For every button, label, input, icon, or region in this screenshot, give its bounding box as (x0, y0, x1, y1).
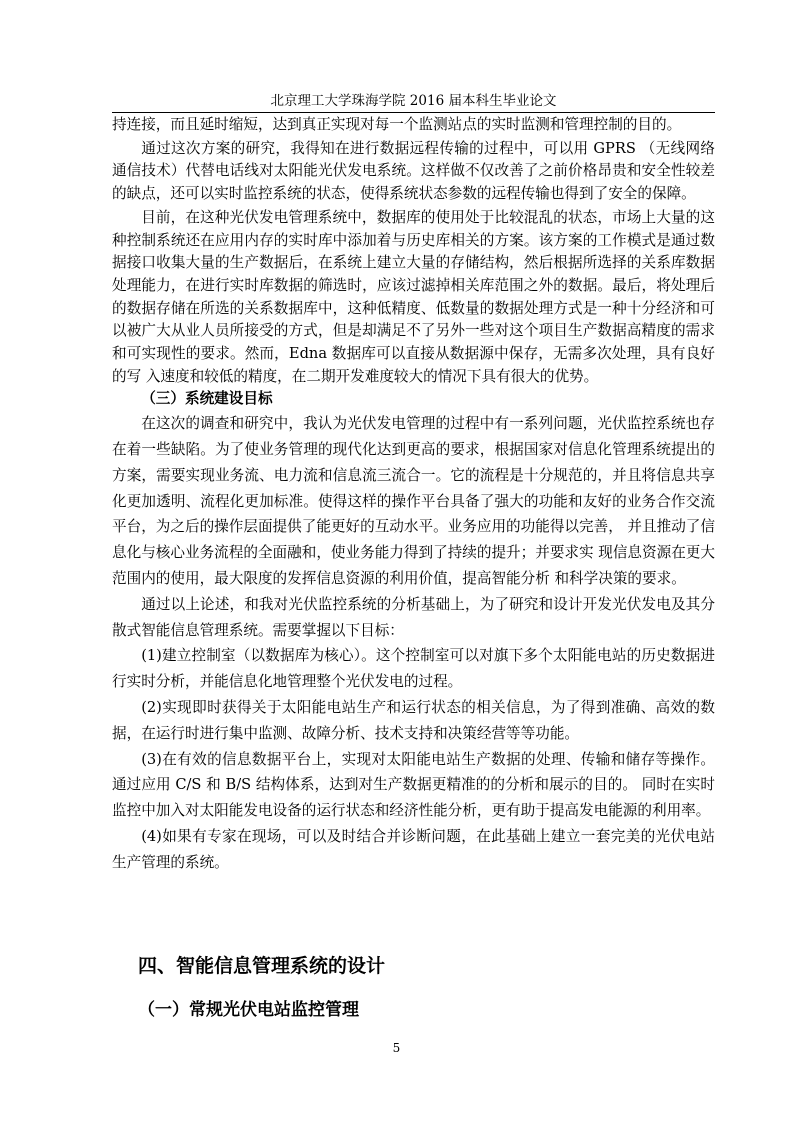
goal-item-3: (3)在有效的信息数据平台上，实现对太阳能电站生产数据的处理、传输和储存等操作。通过应用 C/S 和 B/S 结构体系，达到对生产数据更精准的的分析和展示的目的。 同时在实时监控中加入对太阳能发电设备的运行状态和经济性能分析，更有助于提高发电能源的利用率。 (112, 750, 715, 820)
body-text (112, 114, 715, 875)
section-heading: 四、智能信息管理系统的设计 (138, 955, 386, 977)
paragraph-investigation: 在这次的调查和研究中，我认为光伏发电管理的过程中有一系列问题，光伏监控系统也存在着一些缺陷。为了使业务管理的现代化达到更高的要求，根据国家对信息化管理系统提出的方案，需要实现业务流、电力流和信息流三流合一。它的流程是十分规范的，并且将信息共享化更加透明、流程化更加标准。使得这样的操作平台具备了强大的功能和友好的业务合作交流平台，为之后的操作层面提供了能更好的互动水平。业务应用的功能得以完善， 并且推动了信息化与核心业务流程的全面融和，使业务能力得到了持续的提升；并要求实 现信息资源在更大范围内的使用，最大限度的发挥信息资源的利用价值，提高智能分析 和科学决策的要求。 (112, 415, 715, 587)
header-divider (112, 112, 715, 113)
subheading-goals: （三）系统建设目标 (141, 390, 273, 408)
running-header: 北京理工大学珠海学院 2016 届本科生毕业论文 (270, 93, 557, 109)
goal-item-1: (1)建立控制室（以数据库为核心）。这个控制室可以对旗下多个太阳能电站的历史数据进行实时分析，并能信息化地管理整个光伏发电的过程。 (112, 647, 715, 691)
paragraph-summary: 通过以上论述，和我对光伏监控系统的分析基础上，为了研究和设计开发光伏发电及其分散式智能信息管理系统。需要掌握以下目标： (112, 595, 715, 639)
paragraph-gprs: 通过这次方案的研究，我得知在进行数据远程传输的过程中，可以用 GPRS （无线网络通信技术）代替电话线对太阳能光伏发电系统。这样做不仅改善了之前价格昂贵和安全性较差的缺点，还可以实时监控系统的状态，使得系统状态参数的远程传输也得到了安全的保障。 (112, 139, 715, 203)
goal-item-4: (4)如果有专家在现场，可以及时结合并诊断问题，在此基础上建立一套完美的光伏电站生产管理的系统。 (112, 827, 715, 871)
goal-item-2: (2)实现即时获得关于太阳能电站生产和运行状态的相关信息，为了得到准确、高效的数据，在运行时进行集中监测、故障分析、技术支持和决策经营等等功能。 (112, 698, 715, 742)
subsection-heading: （一）常规光伏电站监控管理 (138, 1000, 359, 1020)
page-number: 5 (392, 1041, 401, 1055)
paragraph-continued: 持连接，而且延时缩短，达到真正实现对每一个监测站点的实时监测和管理控制的目的。 (112, 116, 682, 133)
paragraph-database: 目前，在这种光伏发电管理系统中，数据库的使用处于比较混乱的状态，市场上大量的这种控制系统还在应用内存的实时库中添加着与历史库相关的方案。该方案的工作模式是通过数据接口收集大量的生产数据后，在系统上建立大量的存储结构，然后根据所选择的关系库数据处理能力，在进行实时库数据的筛选时，应该过滤掉相关库范围之外的数据。最后，将处理后的数据存储在所选的关系数据库中，这种低精度、低数量的数据处理方式是一种十分经济和可以被广大从业人员所接受的方式，但是却满足不了另外一些对这个项目生产数据高精度的需求和可实现性的要求。然而，Edna 数据库可以直接从数据源中保存，无需多次处理，具有良好的写 入速度和较低的精度，在二期开发难度较大的情况下具有很大的优势。 (112, 208, 715, 385)
